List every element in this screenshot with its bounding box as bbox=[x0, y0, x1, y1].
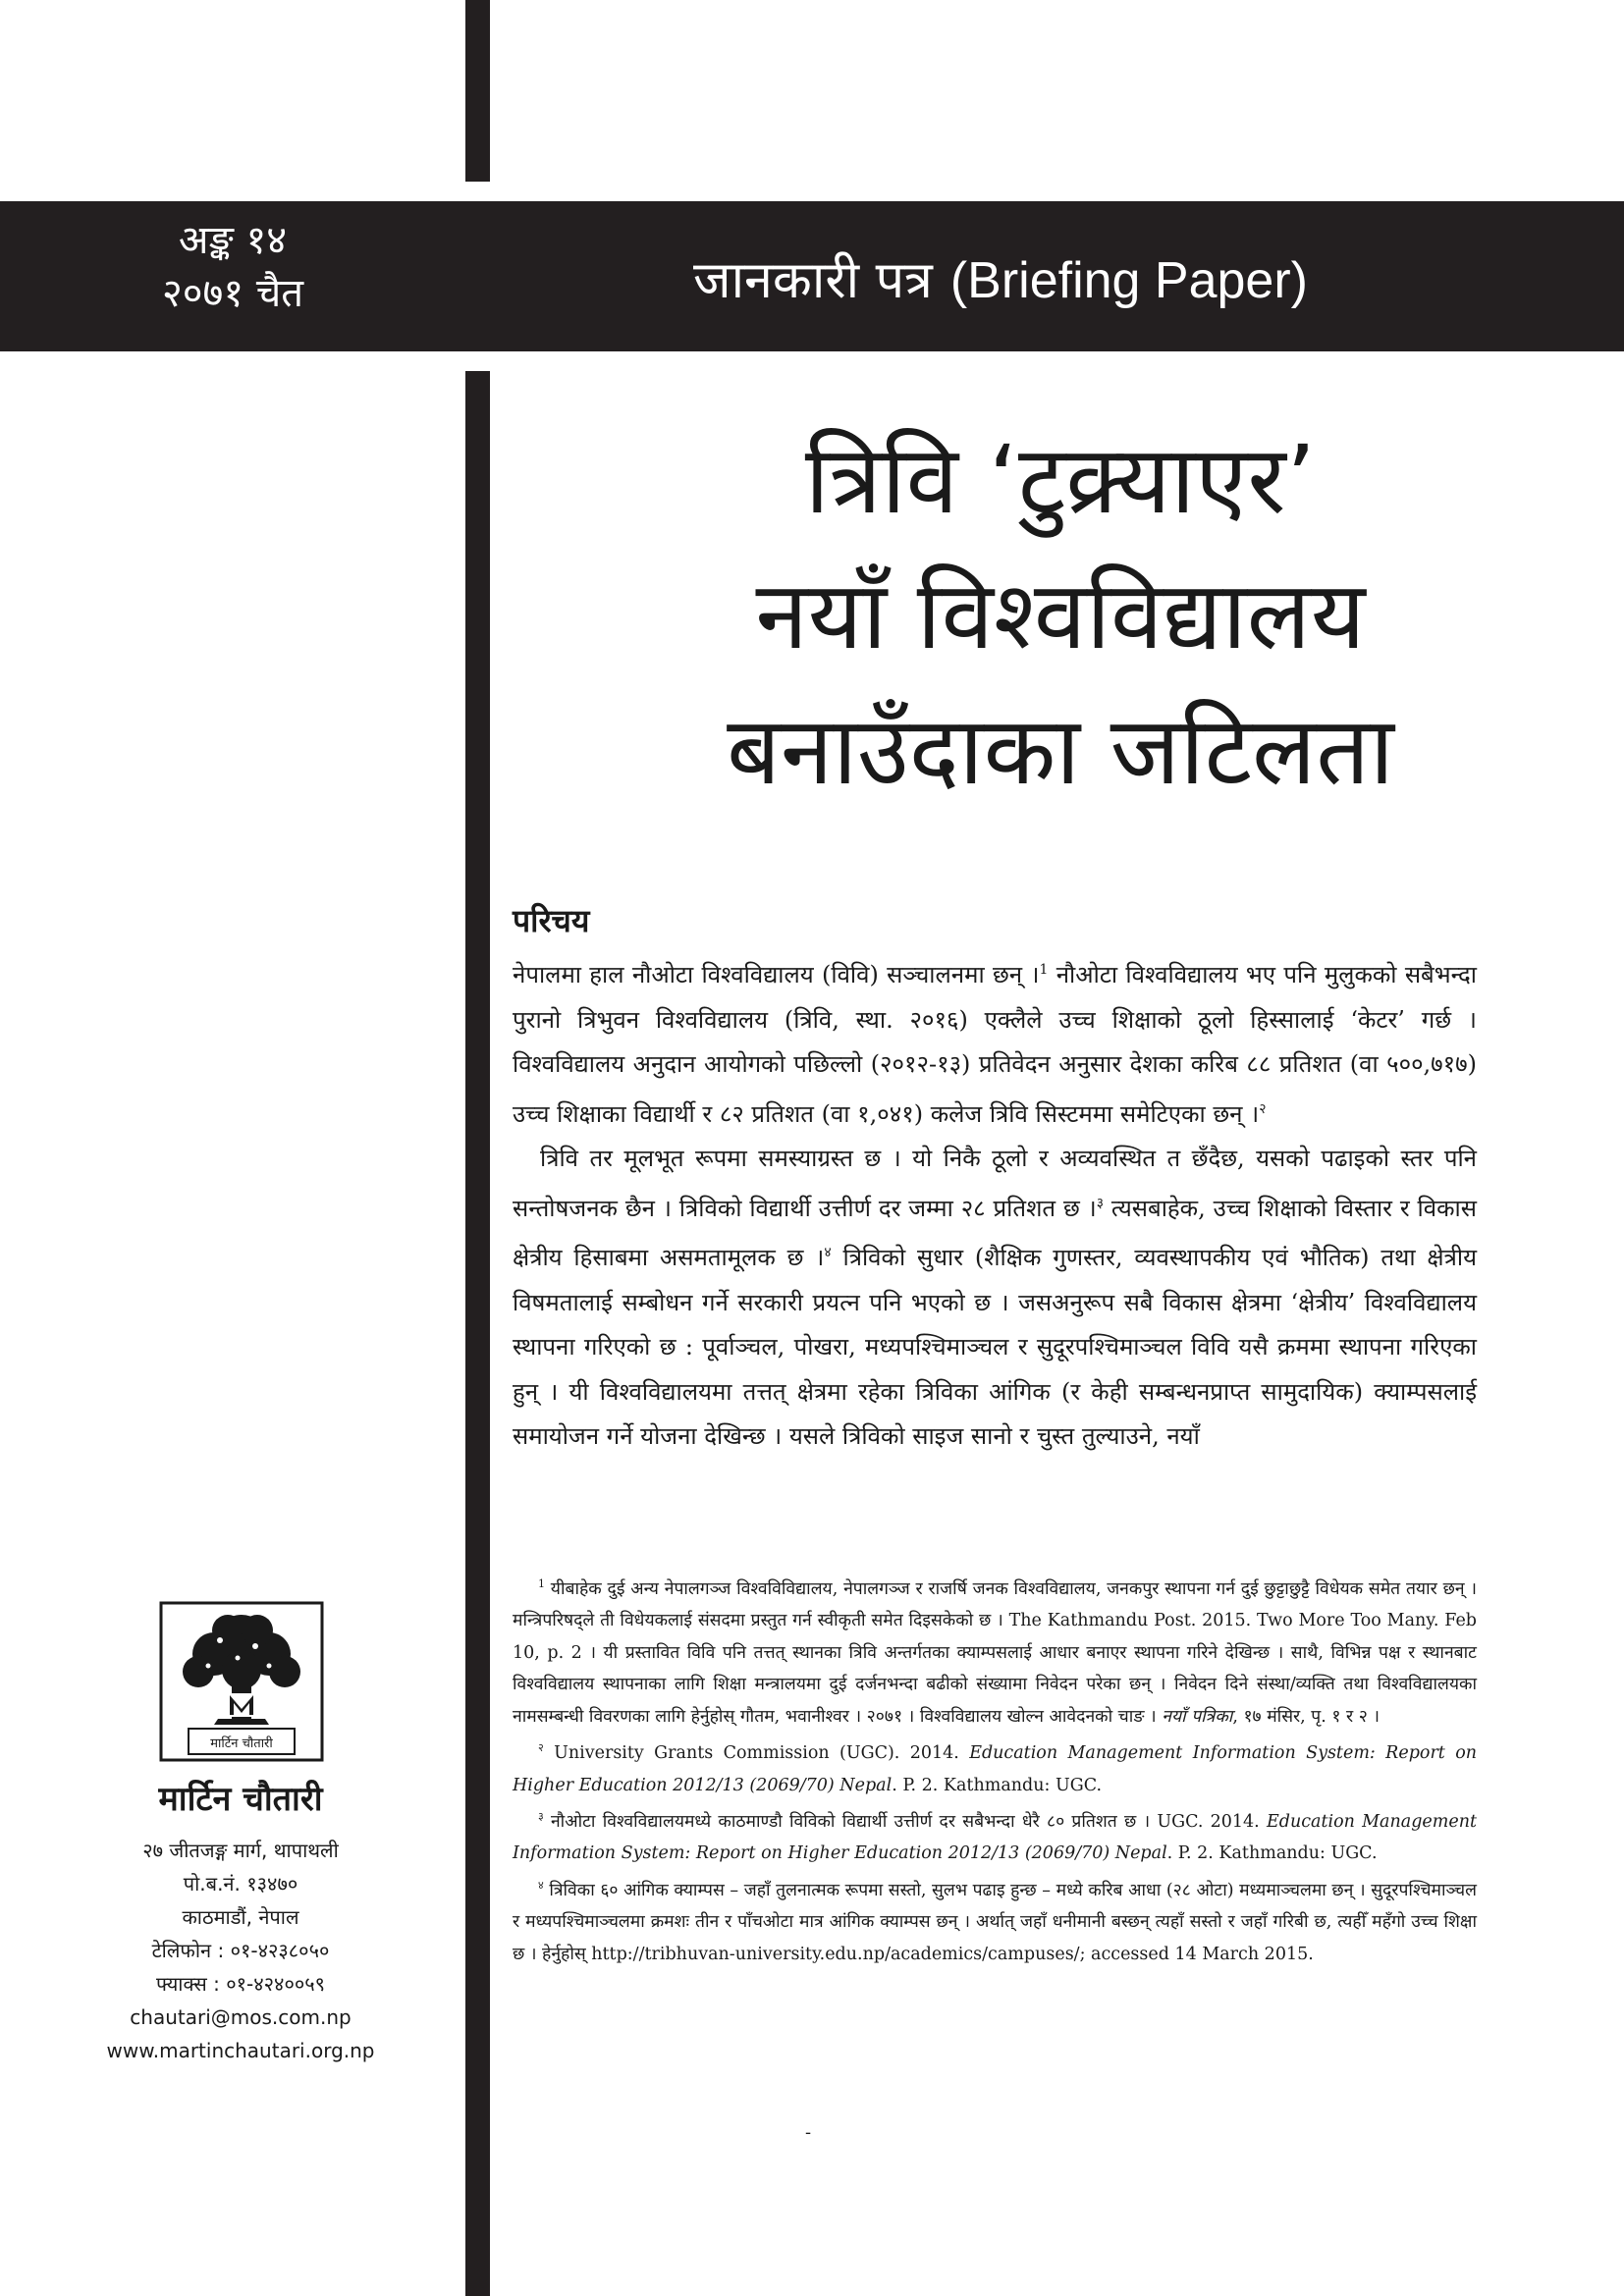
paragraph-1 bbox=[513, 948, 1477, 1137]
website-link[interactable]: www.martinchautari.org.np bbox=[106, 2039, 375, 2062]
footnote-3-text-b: . P. 2. Kathmandu: UGC. bbox=[1166, 1843, 1378, 1864]
phone: टेलिफोन : ०१-४२३८०५० bbox=[151, 1939, 330, 1962]
address-line-3: काठमाडौं, नेपाल bbox=[182, 1905, 299, 1929]
logo-text: मार्टिन चौतारी bbox=[210, 1736, 273, 1751]
footnote-ref-1[interactable]: 1 bbox=[1039, 962, 1049, 978]
series-title-english: (Briefing Paper) bbox=[949, 252, 1308, 309]
paragraph-2-text-b: त्यसबाहेक, उच्च शिक्षाको विस्तार र विकास क्षेत्रीय हिसाबमा असमतामूलक छ । bbox=[513, 1194, 1477, 1271]
fax: फ्याक्स : ०१-४२४००५९ bbox=[155, 1972, 326, 1996]
footnote-1-text-a: यीबाहेक दुई अन्य नेपालगञ्ज विश्वविविद्यालय, नेपालगञ्ज र राजर्षि जनक विश्वविद्यालय, जनकपुर स्थापना गर्न दुई छुट्टाछुट्टै विधेयक समेत तयार छन् । मन्त्रिपरिषद्ले ती विधेयकलाई संसदमा प्रस्तुत गर्न स्वीकृती समेत दिइसकेको छ । The Kathmandu Post. 2015. Two More Too Many. Feb 10, p. 2 । यी प्रस्तावित विवि पनि तत्तत् स्थानका त्रिवि अन्तर्गतका क्याम्पसलाई आधार बनाएर स्थापना गरिने देखिन्छ । साथै, विभिन्न पक्ष र स्थानबाट विश्वविद्यालय स्थापनाका लागि शिक्षा मन्त्रालयमा दुई दर्जनभन्दा बढीको संख्यामा निवेदन परेका छन् । निवेदन दिने संस्था/व्यक्ति तथा विश्वविद्यालयका नामसम्बन्धी विवरणका लागि हेर्नुहोस् गौतम, भवानीश्वर । २०७१ । विश्वविद्यालय खोल्न आवेदनको चाङ । bbox=[513, 1578, 1477, 1727]
page-title bbox=[511, 412, 1610, 819]
footnote-2-text-a: University Grants Commission (UGC). 2014. bbox=[543, 1743, 970, 1764]
footnote-4-mark: ४ bbox=[538, 1878, 544, 1892]
footnote-2-mark: २ bbox=[538, 1741, 544, 1755]
footnote-4-text: त्रिविका ६० आंगिक क्याम्पस – जहाँ तुलनात्मक रूपमा सस्तो, सुलभ पढाइ हुन्छ – मध्ये करिब आधा (२८ ओटा) मध्यमाञ्चलमा छन् । सुदूरपश्चिमाञ्चल र मध्यपश्चिमाञ्चलमा क्रमशः तीन र पाँचओटा मात्र आंगिक क्याम्पस छन् । अर्थात् जहाँ धनीमानी बस्छन् त्यहाँ सस्तो र जहाँ गरिबी छ, त्यहीँ महँगो उच्च शिक्षा छ । हेर्नुहोस् http://tribhuvan-university.edu.np/academics/campuses/; accessed 14 March 2015. bbox=[513, 1880, 1477, 1964]
title-line-1: त्रिवि ‘टुक्र्याएर’ bbox=[804, 425, 1317, 535]
body-text bbox=[513, 948, 1477, 1460]
footnote-1-mark: 1 bbox=[538, 1577, 545, 1590]
address-line-1: २७ जीतजङ्ग मार्ग, थापाथली bbox=[142, 1839, 339, 1862]
footnote-ref-4[interactable]: ४ bbox=[824, 1245, 832, 1260]
issue-date: २०७१ चैत bbox=[161, 271, 304, 316]
issue-info bbox=[0, 214, 465, 320]
section-heading: परिचय bbox=[513, 902, 590, 939]
series-title-nepali: जानकारी पत्र bbox=[693, 251, 933, 310]
footnote-1 bbox=[513, 1569, 1477, 1733]
footnote-2-text-b: . P. 2. Kathmandu: UGC. bbox=[892, 1775, 1103, 1795]
martin-chautari-logo bbox=[159, 1601, 324, 1762]
vertical-bar-top bbox=[465, 0, 490, 182]
organization-address bbox=[0, 1834, 481, 2067]
paragraph-2-text-a: त्रिवि तर मूलभूत रूपमा समस्याग्रस्त छ । यो निकै ठूलो र अव्यवस्थित त छँदैछ, यसको पढाइको स्तर पनि सन्तोषजनक छैन । त्रिविको विद्यार्थी उत्तीर्ण दर जम्मा २८ प्रतिशत छ । bbox=[513, 1145, 1477, 1222]
footnote-3 bbox=[513, 1801, 1477, 1870]
footnote-1-source: नयाँ पत्रिका bbox=[1162, 1706, 1233, 1727]
paragraph-2-text-c: त्रिविको सुधार (शैक्षिक गुणस्तर, व्यवस्थापकीय एवं भौतिक) तथा क्षेत्रीय विषमतालाई सम्बोधन गर्ने सरकारी प्रयत्न पनि भएको छ । जसअनुरूप सबै विकास क्षेत्रमा ‘क्षेत्रीय’ विश्वविद्यालय स्थापना गरिएको छ : पूर्वाञ्चल, पोखरा, मध्यपश्चिमाञ्चल र सुदूरपश्चिमाञ्चल विवि यसै क्रममा स्थापना गरिएका हुन् । यी विश्वविद्यालयमा तत्तत् क्षेत्रमा रहेका त्रिविका आंगिक (र केही सम्बन्धनप्राप्त सामुदायिक) क्याम्पसलाई समायोजन गर्ने योजना देखिन्छ । यसले त्रिविको साइज सानो र चुस्त तुल्याउने, नयाँ bbox=[513, 1244, 1477, 1450]
footnote-ref-3[interactable]: ३ bbox=[1096, 1195, 1105, 1211]
footnote-3-mark: ३ bbox=[538, 1810, 544, 1824]
paragraph-1-text-a: नेपालमा हाल नौओटा विश्वविद्यालय (विवि) सञ्चालनमा छन् । bbox=[513, 961, 1040, 988]
title-line-3: बनाउँदाका जटिलता bbox=[727, 696, 1394, 806]
footnote-3-source: Education Management Information System: Report on Higher Education 2012/13 (2069/70) Nepal bbox=[513, 1811, 1478, 1864]
footnote-2-source: Education Management Information System: Report on Higher Education 2012/13 (2069/70) Nepal bbox=[513, 1743, 1478, 1795]
footnote-3-text-a: नौओटा विश्वविद्यालयमध्ये काठमाण्डौ विविको विद्यार्थी उत्तीर्ण दर सबैभन्दा धेरै ८० प्रतिशत छ । UGC. 2014. bbox=[543, 1811, 1267, 1832]
footnote-2 bbox=[513, 1733, 1477, 1801]
footnotes bbox=[513, 1569, 1477, 1970]
footnote-4 bbox=[513, 1870, 1477, 1970]
footnote-1-text-b: , १७ मंसिर, पृ. १ र २ । bbox=[1232, 1706, 1380, 1727]
title-line-2: नयाँ विश्वविद्यालय bbox=[755, 561, 1366, 670]
paragraph-2 bbox=[513, 1137, 1477, 1460]
organization-name: मार्टिन चौतारी bbox=[158, 1780, 323, 1819]
email-link[interactable]: chautari@mos.com.np bbox=[130, 2005, 352, 2029]
footnote-ref-2[interactable]: २ bbox=[1259, 1100, 1267, 1117]
address-line-2: पो.ब.नं. १३४७० bbox=[183, 1872, 298, 1896]
page-mark: - bbox=[805, 2122, 812, 2143]
series-title bbox=[693, 243, 1597, 313]
issue-number: अङ्क १४ bbox=[178, 218, 288, 263]
paragraph-1-text-b: नौओटा विश्वविद्यालय भए पनि मुलुकको सबैभन्दा पुरानो त्रिभुवन विश्वविद्यालय (त्रिवि, स्था. २०१६) एक्लैले उच्च शिक्षाको ठूलो हिस्सालाई ‘केटर’ गर्छ । विश्वविद्यालय अनुदान आयोगको पछिल्लो (२०१२-१३) प्रतिवेदन अनुसार देशका करिब ८८ प्रतिशत (वा ५००,७१७) उच्च शिक्षाका विद्यार्थी र ८२ प्रतिशत (वा १,०४१) कलेज त्रिवि सिस्टममा समेटिएका छन् । bbox=[513, 961, 1477, 1128]
